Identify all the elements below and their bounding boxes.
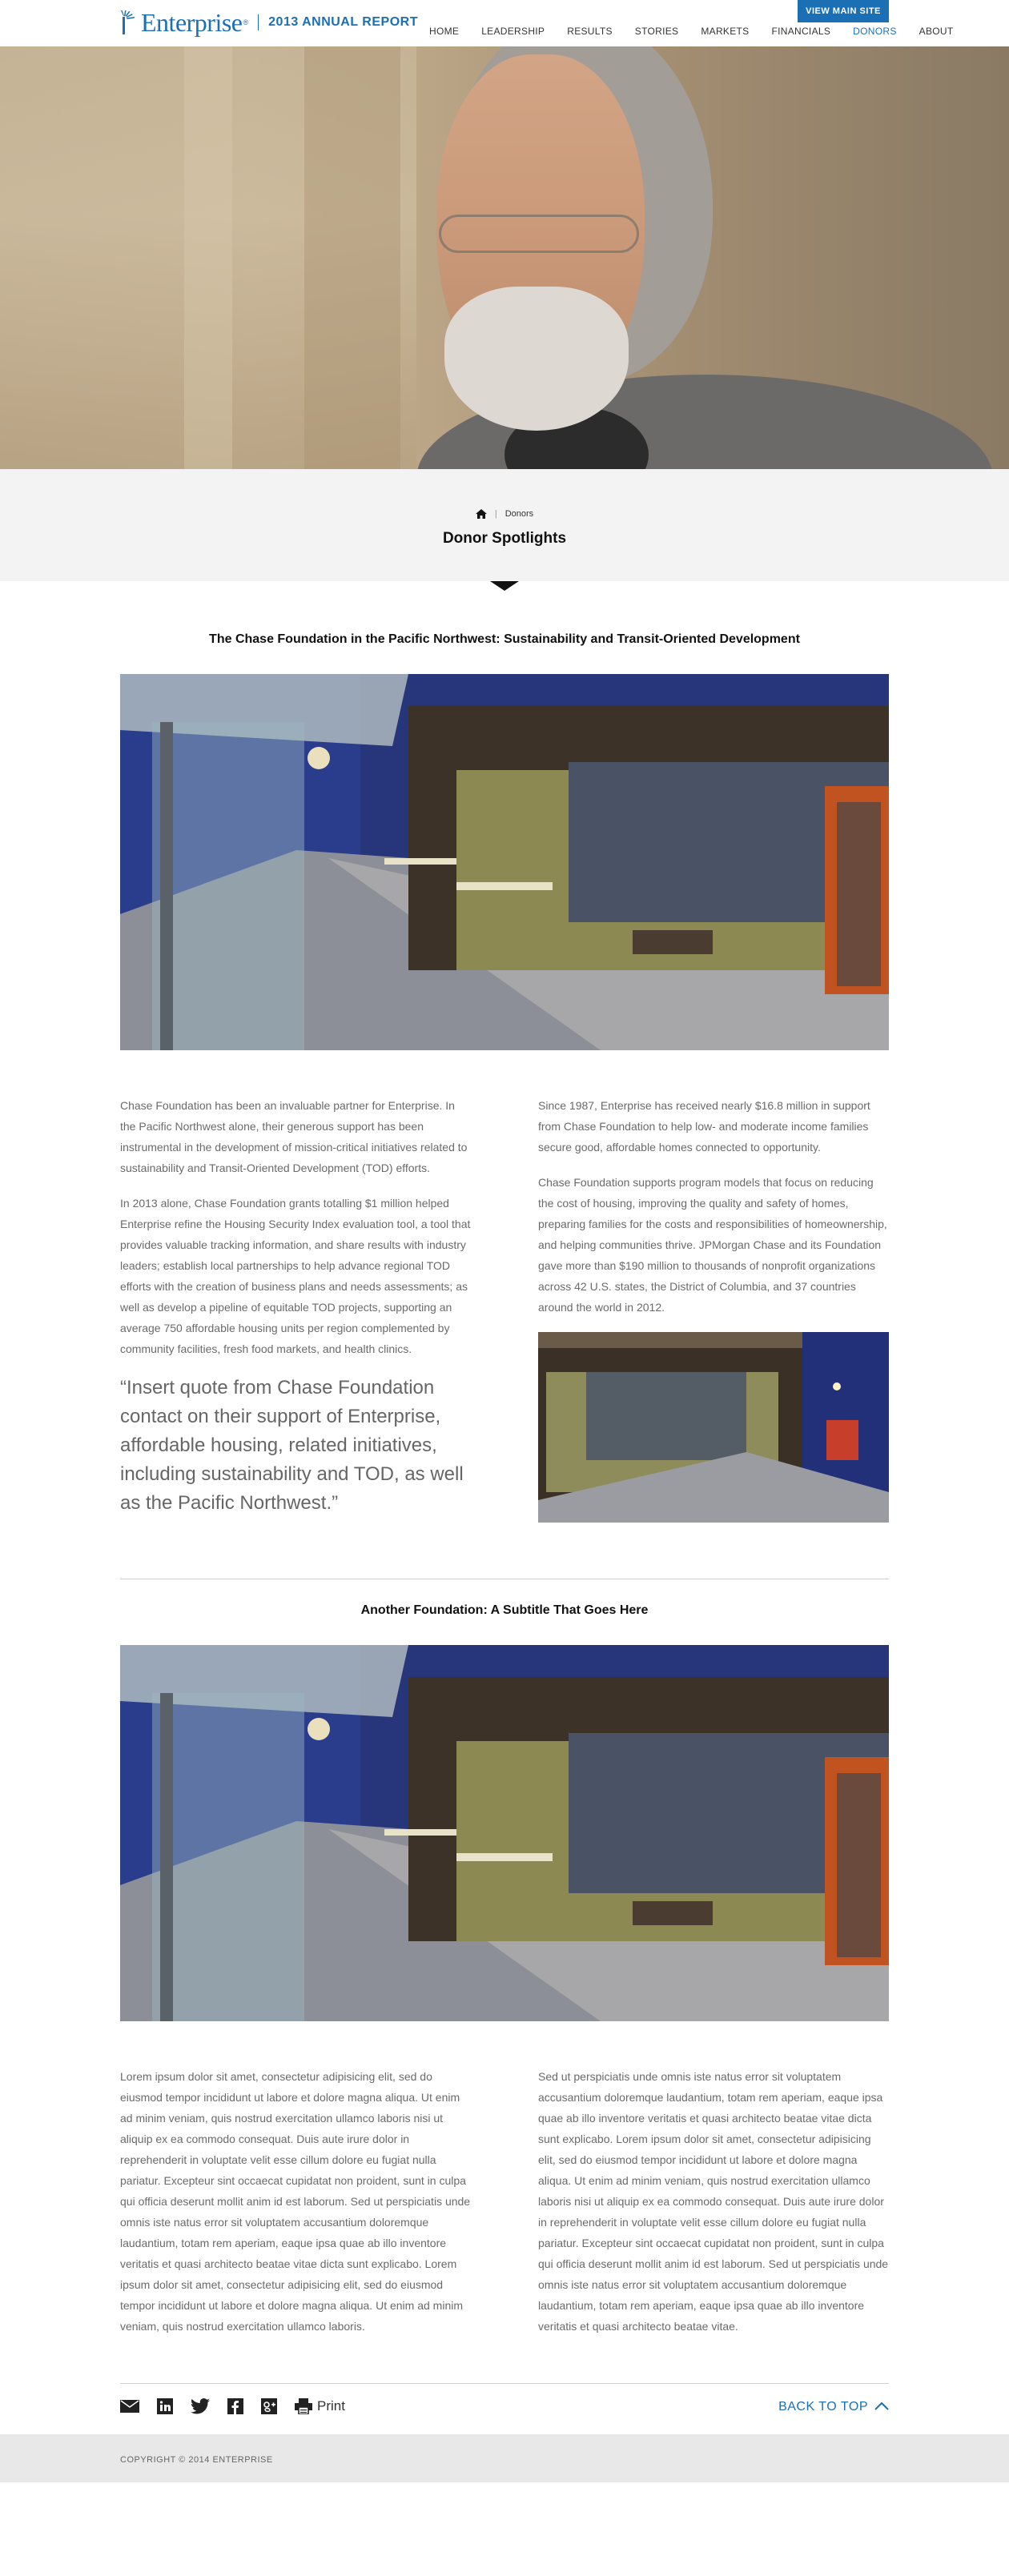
right-column (538, 2066, 889, 2351)
hero-portrait-image (0, 46, 1009, 469)
spotlight-title: Another Foundation: A Subtitle That Goes Here (360, 1603, 649, 1617)
body-paragraph: Since 1987, Enterprise has received nearly $16.8 million in support from Chase Foundation to help low- and moderate income families secure good, affordable homes connected to opportunity. (538, 1099, 870, 1154)
storefront-photo (538, 1332, 889, 1523)
nav-item-donors[interactable]: DONORS (853, 26, 897, 37)
nav-item-about[interactable]: ABOUT (919, 26, 954, 37)
logo-subtitle: 2013 ANNUAL REPORT (268, 15, 418, 29)
nav-item-leadership[interactable]: LEADERSHIP (481, 26, 545, 37)
twitter-icon[interactable] (191, 2398, 210, 2414)
logo-trademark: ® (243, 18, 249, 26)
body-paragraph: Chase Foundation has been an invaluable partner for Enterprise. In the Pacific Northwest alone, their generous support has been instrumental in the development of mission-critical initiatives related to sustainability and Transit-Oriented Development (TOD) efforts. (120, 1099, 468, 1174)
logo-divider (258, 14, 259, 30)
spotlight-another (120, 1579, 889, 2351)
nav-item-markets[interactable]: MARKETS (701, 26, 750, 37)
print-label: Print (317, 2398, 345, 2413)
spotlight-chase (120, 581, 889, 1523)
google-plus-icon[interactable] (261, 2398, 277, 2414)
email-icon[interactable] (120, 2400, 139, 2413)
linkedin-icon[interactable] (157, 2398, 173, 2414)
transit-station-photo (120, 674, 889, 1050)
breadcrumb-separator: | (494, 509, 497, 519)
logo-text: Enterprise (141, 8, 243, 37)
back-to-top-link[interactable] (778, 2400, 889, 2414)
logo-rays-icon (120, 10, 138, 34)
body-paragraph: Chase Foundation supports program models that focus on reducing the cost of housing, improving the quality and safety of homes, preparing families for the costs and responsibilities of homeownership, and helping communities thrive. JPMorgan Chase and its Foundation gave more than $190 million to thousands of nonprofit organizations across 42 U.S. states, the District of Columbia, and 37 countries around the world in 2012. (538, 1176, 887, 1314)
body-paragraph: Lorem ipsum dolor sit amet, consectetur adipisicing elit, sed do eiusmod tempor incididunt ut labore et dolore magna aliqua. Ut enim ad minim veniam, quis nostrud exercitation ullamco laboris nisi ut aliquip ex ea commodo consequat. Duis aute irure dolor in reprehenderit in voluptate velit esse cillum dolore eu fugiat nulla pariatur. Excepteur sint occaecat cupidatat non proident, sunt in culpa qui officia deserunt mollit anim id est laborum. Sed ut perspiciatis unde omnis iste natus error sit voluptatem accusantium doloremque laudantium, totam rem aperiam, eaque ipsa quae ab illo inventore veritatis et quasi architecto beatae vitae dicta sunt explicabo. Lorem ipsum dolor sit amet, consectetur adipisicing elit, sed do eiusmod tempor incididunt ut labore et dolore magna aliqua. Ut enim ad minim veniam, quis nostrud exercitation ullamco laboris. (120, 2070, 471, 2333)
body-paragraph: In 2013 alone, Chase Foundation grants totalling $1 million helped Enterprise refine the Housing Security Index evaluation tool, a tool that provides valuable tracking information, and share results with industry leaders; establish local partnerships to help advance regional TOD efforts with the creation of business plans and needs assessments; as well as develop a pipeline of equitable TOD projects, supporting an average 750 affordable housing units per region complemented by community facilities, fresh food markets, and health clinics. (120, 1197, 471, 1355)
print-button[interactable] (295, 2398, 345, 2414)
home-icon[interactable] (476, 509, 487, 519)
copyright-text: COPYRIGHT © 2014 ENTERPRISE (120, 2455, 273, 2465)
print-icon (295, 2398, 312, 2414)
left-column (120, 2066, 471, 2351)
right-column (538, 1095, 889, 1523)
site-footer (0, 2434, 1009, 2482)
nav-item-stories[interactable]: STORIES (634, 26, 679, 37)
nav-item-results[interactable]: RESULTS (567, 26, 613, 37)
facebook-icon[interactable] (227, 2398, 243, 2414)
breadcrumb (0, 509, 1009, 519)
nav-item-home[interactable]: HOME (429, 26, 460, 37)
chevron-up-icon (874, 2400, 889, 2414)
left-column (120, 1095, 471, 1523)
breadcrumb-current: Donors (504, 509, 534, 519)
title-band (0, 469, 1009, 581)
enterprise-logo[interactable] (120, 10, 418, 35)
nav-item-financials[interactable]: FINANCIALS (771, 26, 831, 37)
transit-station-photo (120, 1645, 889, 2021)
page-title: Donor Spotlights (442, 530, 567, 547)
back-to-top-label: BACK TO TOP (778, 2400, 868, 2413)
view-main-site-button[interactable]: VIEW MAIN SITE (798, 0, 889, 22)
body-paragraph: Sed ut perspiciatis unde omnis iste natus error sit voluptatem accusantium doloremque laudantium, totam rem aperiam, eaque ipsa quae ab illo inventore veritatis et quasi architecto beatae vitae dicta sunt explicabo. Lorem ipsum dolor sit amet, consectetur adipisicing elit, sed do eiusmod tempor incididunt ut labore et dolore magna aliqua. Ut enim ad minim veniam, quis nostrud exercitation ullamco laboris nisi ut aliquip ex ea commodo consequat. Duis aute irure dolor in reprehenderit in voluptate velit esse cillum dolore eu fugiat nulla pariatur. Excepteur sint occaecat cupidatat non proident, sunt in culpa qui officia deserunt mollit anim id est laborum. Sed ut perspiciatis unde omnis iste natus error sit voluptatem accusantium doloremque laudantium, totam rem aperiam, eaque ipsa quae ab illo inventore veritatis et quasi architecto beatae vitae. (538, 2070, 889, 2333)
section-pointer-arrow (490, 581, 519, 591)
main-nav (429, 26, 953, 37)
share-bar (120, 2383, 889, 2431)
pull-quote: “Insert quote from Chase Foundation contact on their support of Enterprise, affordable housing, related initiatives, including sustainability and TOD, as well as the Pacific Northwest.” (120, 1377, 464, 1514)
site-header (0, 0, 1009, 46)
spotlight-title: The Chase Foundation in the Pacific Northwest: Sustainability and Transit-Oriented Development (209, 632, 800, 646)
